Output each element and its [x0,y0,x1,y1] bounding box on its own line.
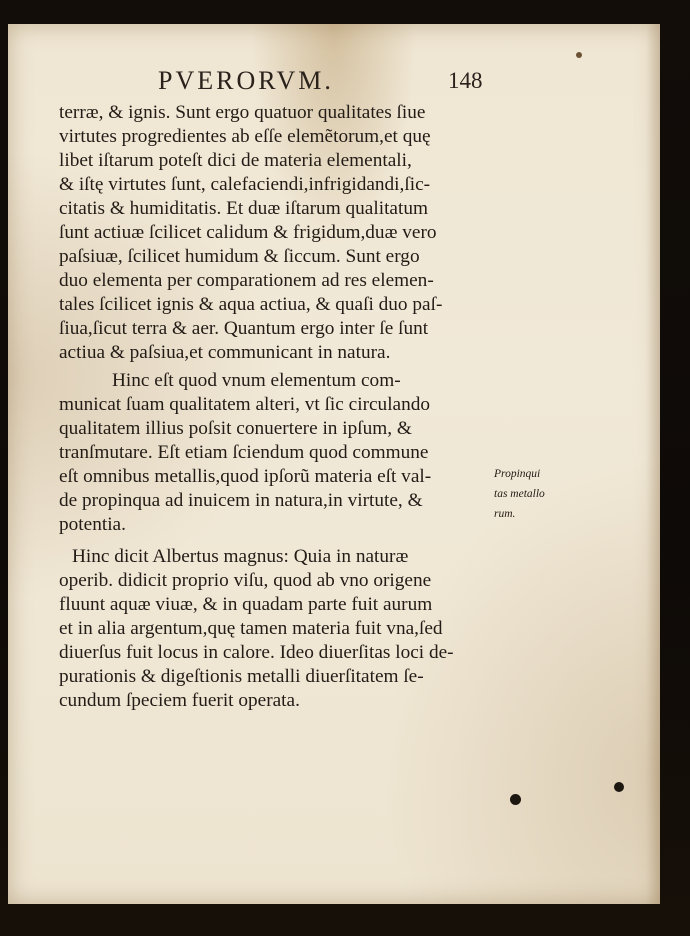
text-line: cundum ſpeciem fuerit operata. [59,690,300,711]
marginal-note-line: rum. [494,508,516,520]
text-line: & iſtę virtutes ſunt, calefaciendi,infrigidandi,ſic- [59,174,431,195]
page-edge-shadow [646,24,660,904]
text-line: virtutes progredientes ab eſſe elemẽtorum,et quę [59,126,431,147]
text-line: citatis & humiditatis. Et duæ iſtarum qualitatum [59,198,428,219]
ink-spot [576,52,582,58]
text-line: municat ſuam qualitatem alteri, vt ſic circulando [59,394,431,415]
marginal-note [494,464,574,524]
text-line: qualitatem illius poſsit conuertere in ipſum, & [59,418,412,439]
ink-spot [614,782,624,792]
text-line: eſt omnibus metallis,quod ipſorũ materia eſt val- [59,466,432,487]
page-number: 148 [448,68,483,93]
text-line: purationis & digeſtionis metalli diuerſitatem ſe- [59,666,424,687]
text-line: operib. didicit proprio viſu, quod ab vno origene [59,570,432,591]
marginal-note-line: tas metallo [494,488,545,500]
running-head: PVERORVM. [158,66,334,95]
text-line: potentia. [59,514,126,535]
text-line: fluunt aquæ viuæ, & in quadam parte fuit aurum [59,594,433,615]
text-line: libet iſtarum poteſt dici de materia elementali, [59,150,412,171]
text-line: actiua & paſsiua,et communicant in natura. [59,342,391,363]
text-line: et in alia argentum,quę tamen materia fuit vna,ſed [59,618,443,639]
text-line: de propinqua ad inuicem in natura,in virtute, & [59,490,423,511]
text-line: ſiua,ſicut terra & aer. Quantum ergo inter ſe ſunt [59,318,429,339]
text-line: diuerſus fuit locus in calore. Ideo diuerſitas loci de- [59,642,454,663]
text-line: ſunt actiuæ ſcilicet calidum & frigidum,duæ vero [59,222,437,243]
text-line: tranſmutare. Eſt etiam ſciendum quod commune [59,442,429,463]
marginal-note-line: Propinqui [494,468,541,480]
text-line: paſsiuæ, ſcilicet humidum & ſiccum. Sunt ergo [59,246,420,267]
text-line: Hinc dicit Albertus magnus: Quia in naturæ [72,546,409,567]
ink-spot [510,794,521,805]
text-line: tales ſcilicet ignis & aqua actiua, & quaſi duo paſ- [59,294,443,315]
text-line: Hinc eſt quod vnum elementum com- [112,370,401,391]
text-line: duo elementa per comparationem ad res elemen- [59,270,434,291]
text-line: terræ, & ignis. Sunt ergo quatuor qualitates ſiue [59,102,426,123]
book-page [8,24,660,904]
